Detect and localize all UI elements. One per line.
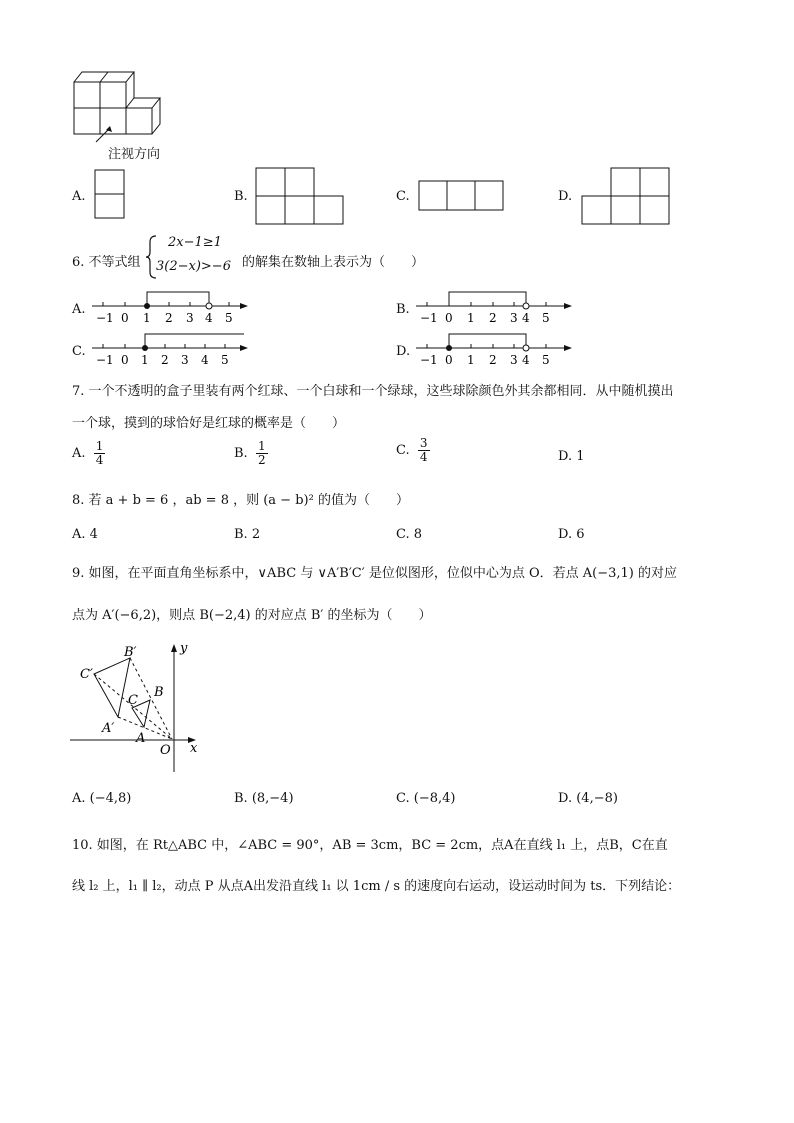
svg-text:4: 4	[201, 353, 209, 367]
svg-text:3: 3	[510, 311, 518, 325]
q6-inequality-2: 3(2−x)>−6	[156, 259, 231, 274]
svg-text:2: 2	[161, 353, 169, 367]
q8-option-d[interactable]: D. 6	[558, 527, 585, 542]
q6-prefix: 6. 不等式组	[72, 255, 141, 270]
label-x-axis: x	[190, 741, 198, 756]
q7-option-a-label: A.	[72, 446, 86, 462]
q7-option-d[interactable]	[558, 449, 585, 464]
q7-line-2: 一个球，摸到的球恰好是红球的概率是（ ）	[72, 416, 346, 431]
q6-option-a-label[interactable]: A.	[72, 302, 86, 317]
q9-option-c[interactable]: C. (−8,4)	[396, 791, 456, 806]
svg-text:−1: −1	[420, 353, 438, 367]
similar-triangles-figure	[66, 638, 216, 774]
q6-suffix: 的解集在数轴上表示为（ ）	[242, 255, 425, 270]
svg-text:4: 4	[522, 311, 530, 325]
label-c: C	[128, 693, 138, 708]
svg-text:5: 5	[542, 311, 550, 325]
q6-option-c-label[interactable]: C.	[72, 344, 86, 359]
q7-option-d-label: D.	[558, 449, 573, 464]
q9-option-d[interactable]: D. (4,−8)	[558, 791, 618, 806]
svg-text:1: 1	[141, 353, 149, 367]
q9-option-b[interactable]: B. (8,−4)	[234, 791, 294, 806]
svg-text:2: 2	[489, 311, 497, 325]
q5-option-a-label[interactable]: A.	[72, 189, 86, 204]
svg-text:3: 3	[181, 353, 189, 367]
q7-option-c-label: C.	[396, 443, 410, 459]
q5-option-d-label[interactable]: D.	[558, 189, 573, 204]
q5-option-c-label[interactable]: C.	[396, 189, 410, 204]
svg-text:4: 4	[522, 353, 530, 367]
q8-option-b[interactable]: B. 2	[234, 527, 261, 542]
q7-option-b-label: B.	[234, 446, 248, 462]
svg-text:3: 3	[186, 311, 194, 325]
label-a: A	[136, 731, 146, 746]
view-direction-caption: 注视方向	[108, 147, 161, 162]
q8-text: 8. 若 a + b = 6 ，ab = 8 ，则 (a − b)² 的值为（ ）	[72, 493, 409, 508]
q7-option-d-value: 1	[576, 449, 585, 464]
q8-option-c[interactable]: C. 8	[396, 527, 423, 542]
svg-text:1: 1	[467, 353, 475, 367]
q5-option-d-figure	[580, 166, 672, 226]
q7-option-a-fraction: $\frac{1}{4}$	[95, 439, 104, 468]
svg-text:0: 0	[121, 311, 129, 325]
svg-text:2: 2	[489, 353, 497, 367]
number-line-c	[88, 330, 252, 370]
label-c-prime: C′	[80, 667, 93, 682]
q9-option-a[interactable]: A. (−4,8)	[72, 791, 132, 806]
q7-option-c[interactable]	[396, 437, 430, 464]
label-a-prime: A′	[102, 721, 115, 736]
q10-line-1: 10. 如图，在 Rt△ABC 中，∠ABC = 90°，AB = 3cm，BC = 2cm，点A在直线 l₁ 上，点B，C在直	[72, 838, 668, 853]
q9-line-2: 点为 A′(−6,2)，则点 B(−2,4) 的对应点 B′ 的坐标为（ ）	[72, 608, 432, 623]
svg-text:0: 0	[445, 311, 453, 325]
svg-text:−1: −1	[420, 311, 438, 325]
q5-option-b-figure	[254, 166, 346, 226]
q7-option-c-fraction: $\frac{3}{4}$	[419, 436, 428, 465]
svg-text:3: 3	[510, 353, 518, 367]
svg-text:−1: −1	[96, 353, 114, 367]
label-b: B	[154, 685, 164, 700]
svg-text:0: 0	[121, 353, 129, 367]
label-y-axis: y	[180, 641, 188, 656]
q8-option-a[interactable]: A. 4	[72, 527, 98, 542]
svg-text:1: 1	[467, 311, 475, 325]
svg-text:5: 5	[542, 353, 550, 367]
q7-option-b-fraction: $\frac{1}{2}$	[257, 439, 266, 468]
svg-text:5: 5	[225, 311, 233, 325]
number-line-a	[88, 288, 252, 328]
q5-option-b-label[interactable]: B.	[234, 189, 248, 204]
svg-text:−1: −1	[96, 311, 114, 325]
q7-option-a[interactable]	[72, 440, 105, 467]
svg-text:0: 0	[445, 353, 453, 367]
svg-text:5: 5	[221, 353, 229, 367]
svg-text:2: 2	[165, 311, 173, 325]
q6-option-b-label[interactable]: B.	[396, 302, 410, 317]
number-line-d	[412, 330, 576, 370]
q6-option-d-label[interactable]: D.	[396, 344, 411, 359]
label-origin: O	[160, 743, 171, 758]
q5-option-c-figure	[417, 179, 507, 213]
q6-inequality-1: 2x−1≥1	[168, 235, 222, 250]
q9-line-1: 9. 如图，在平面直角坐标系中，∨ABC 与 ∨A′B′C′ 是位似图形，位似中心为点 O．若点 A(−3,1) 的对应	[72, 566, 677, 581]
svg-text:1: 1	[143, 311, 151, 325]
q10-line-2: 线 l₂ 上，l₁ ∥ l₂，动点 P 从点A出发沿直线 l₁ 以 1cm / s 的速度向右运动，设运动时间为 ts．下列结论：	[72, 879, 681, 894]
label-b-prime: B′	[124, 645, 137, 660]
q7-line-1: 7. 一个不透明的盒子里装有两个红球、一个白球和一个绿球，这些球除颜色外其余都相同．从中随机摸出	[72, 384, 674, 399]
q5-option-a-figure	[94, 169, 126, 221]
q7-option-b[interactable]	[234, 440, 268, 467]
svg-text:4: 4	[205, 311, 213, 325]
number-line-b	[412, 288, 576, 328]
